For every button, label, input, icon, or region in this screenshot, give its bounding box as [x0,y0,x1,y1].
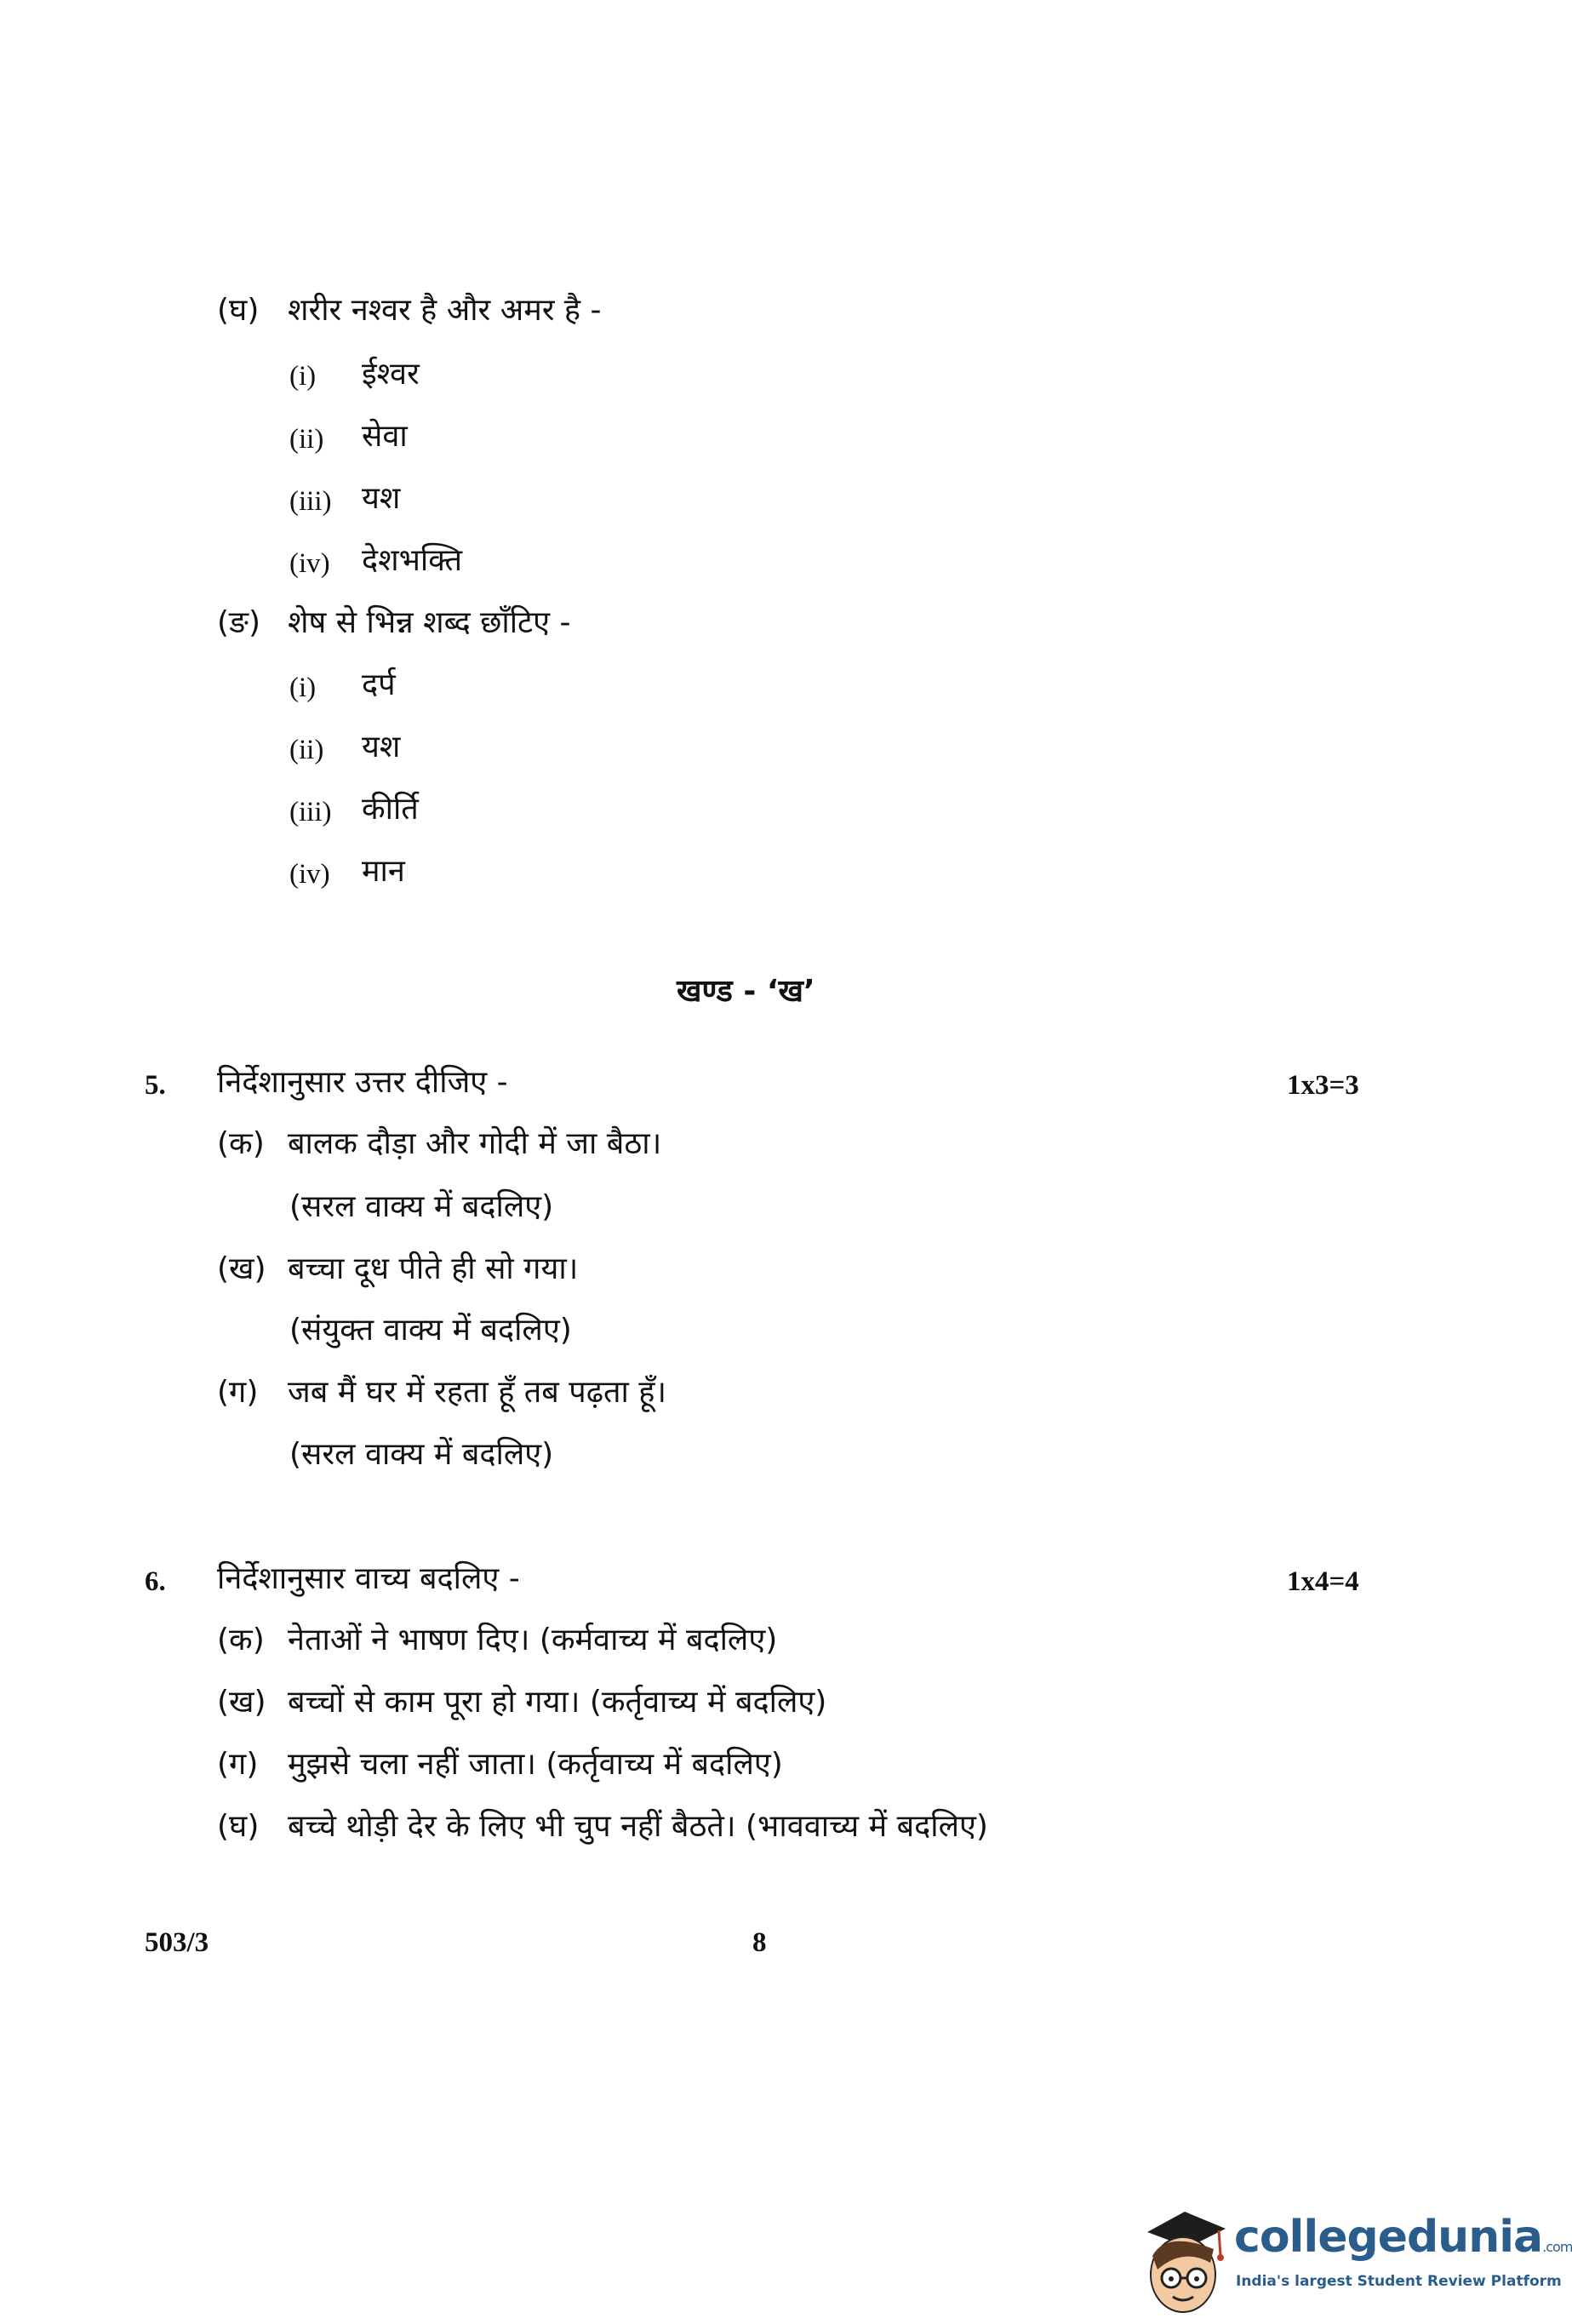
option-num: (iv) [289,859,330,890]
option-text: सेवा [362,419,408,454]
q6-part-text: बच्चे थोड़ी देर के लिए भी चुप नहीं बैठते। (भाववाच्य में बदलिए) [288,1809,988,1844]
q4-ng-label: (ङ) [217,605,261,640]
q5-part-note: (सरल वाक्य में बदलिए) [289,1437,554,1472]
option-num: (iv) [289,548,330,579]
q4-gh-label: (घ) [217,293,260,328]
q4-gh-text: शरीर नश्वर है और अमर है - [288,293,602,328]
q6-part-text: बच्चों से काम पूरा हो गया। (कर्तृवाच्य में बदलिए) [288,1685,827,1720]
option-num: (i) [289,673,317,703]
q6-number: 6. [145,1566,166,1597]
section-heading: खण्ड - ‘ख’ [677,974,815,1009]
q6-part-label: (ग) [217,1747,259,1782]
option-text: मान [362,854,405,889]
q5-part-note: (सरल वाक्य में बदलिए) [289,1189,554,1224]
student-mascot-icon [1132,2196,1234,2321]
q6-marks: 1x4=4 [1287,1566,1359,1597]
q6-part-text: मुझसे चला नहीं जाता। (कर्तृवाच्य में बदलिए) [288,1747,783,1782]
q4-ng-text: शेष से भिन्न शब्द छाँटिए - [288,605,571,640]
q6-part-label: (ख) [217,1685,266,1720]
q6-text: निर्देशानुसार वाच्य बदलिए - [217,1561,520,1596]
paper-code: 503/3 [145,1927,209,1958]
option-num: (ii) [289,424,324,455]
q6-part-label: (घ) [217,1809,260,1844]
option-text: यश [362,730,401,764]
q5-part-text: जब मैं घर में रहता हूँ तब पढ़ता हूँ। [288,1375,667,1410]
q5-marks: 1x3=3 [1287,1070,1359,1101]
option-text: यश [362,481,401,516]
option-text: ईश्वर [362,357,420,392]
q5-part-label: (क) [217,1126,265,1161]
option-text: दर्प [362,667,396,702]
q5-part-label: (ग) [217,1375,259,1410]
q5-part-text: बच्चा दूध पीते ही सो गया। [288,1251,579,1286]
logo-tagline: India's largest Student Review Platform [1236,2273,1562,2290]
q6-part-label: (क) [217,1623,265,1657]
q5-number: 5. [145,1070,166,1101]
option-num: (ii) [289,735,324,765]
option-num: (iii) [289,486,332,517]
logo-name: collegedunia [1234,2212,1543,2263]
collegedunia-logo [1132,2196,1572,2321]
option-text: कीर्ति [362,792,419,827]
option-num: (i) [289,361,317,392]
page-number: 8 [752,1927,767,1958]
q5-part-note: (संयुक्त वाक्य में बदलिए) [289,1313,572,1348]
q5-part-label: (ख) [217,1251,266,1286]
q6-part-text: नेताओं ने भाषण दिए। (कर्मवाच्य में बदलिए) [288,1623,778,1657]
q5-part-text: बालक दौड़ा और गोदी में जा बैठा। [288,1126,662,1161]
option-num: (iii) [289,797,332,827]
logo-tld: .com [1542,2239,1572,2255]
q5-text: निर्देशानुसार उत्तर दीजिए - [217,1065,508,1100]
option-text: देशभक्ति [362,543,463,578]
